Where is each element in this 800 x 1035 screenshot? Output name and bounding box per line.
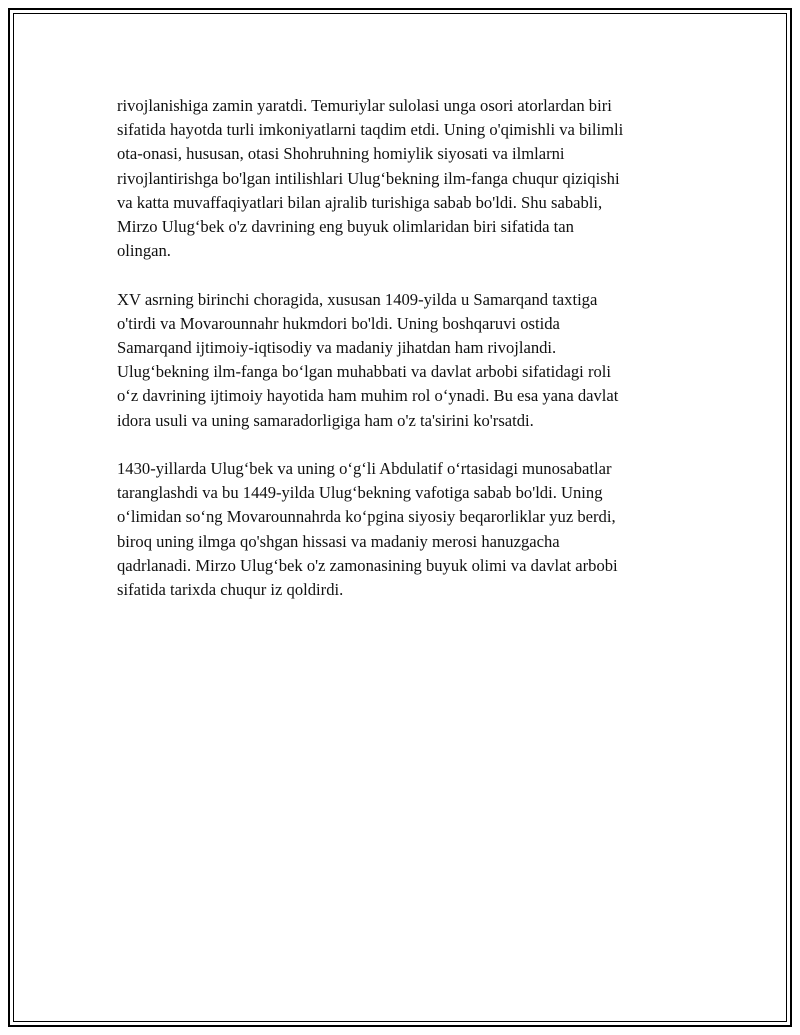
paragraph-line: qadrlanadi. Mirzo Ulug‘bek o'z zamonasining buyuk olimi va davlat arbobi <box>117 555 618 575</box>
paragraph-line: Mirzo Ulug‘bek o'z davrining eng buyuk olimlaridan biri sifatida tan <box>117 217 574 237</box>
paragraph-line: Samarqand ijtimoiy-iqtisodiy va madaniy jihatdan ham rivojlandi. <box>117 338 557 358</box>
paragraph-line: biroq uning ilmga qo'shgan hissasi va madaniy merosi hanuzgacha <box>117 531 560 551</box>
paragraph-line: Ulug‘bekning ilm-fanga bo‘lgan muhabbati va davlat arbobi sifatidagi roli <box>117 362 611 382</box>
paragraph-line: o‘z davrining ijtimoiy hayotida ham muhim rol o‘ynadi. Bu esa yana davlat <box>117 386 619 406</box>
paragraph-3 <box>117 457 687 602</box>
paragraph-line: ota-onasi, hususan, otasi Shohruhning homiylik siyosati va ilmlarni <box>117 144 565 164</box>
paragraph-line: idora usuli va uning samaradorligiga ham o'z ta'sirini ko'rsatdi. <box>117 410 534 430</box>
paragraph-line: taranglashdi va bu 1449-yilda Ulug‘bekning vafotiga sabab bo'ldi. Uning <box>117 483 603 503</box>
paragraph-line: sifatida tarixda chuqur iz qoldirdi. <box>117 580 344 600</box>
paragraph-line: olingan. <box>117 241 171 261</box>
paragraph-1 <box>117 94 687 263</box>
paragraph-line: rivojlantirishga bo'lgan intilishlari Ulug‘bekning ilm-fanga chuqur qiziqishi <box>117 168 620 188</box>
paragraph-line: XV asrning birinchi choragida, xususan 1409-yilda u Samarqand taxtiga <box>117 289 598 309</box>
paragraph-line: o‘limidan so‘ng Movarounnahrda ko‘pgina siyosiy beqarorliklar yuz berdi, <box>117 507 616 527</box>
paragraph-line: 1430-yillarda Ulug‘bek va uning o‘g‘li Abdulatif o‘rtasidagi munosabatlar <box>117 459 612 479</box>
paragraph-2 <box>117 288 687 433</box>
document-body <box>117 94 687 626</box>
paragraph-line: sifatida hayotda turli imkoniyatlarni taqdim etdi. Uning o'qimishli va bilimli <box>117 120 624 140</box>
paragraph-line: o'tirdi va Movarounnahr hukmdori bo'ldi. Uning boshqaruvi ostida <box>117 313 560 333</box>
paragraph-line: rivojlanishiga zamin yaratdi. Temuriylar sulolasi unga osori atorlardan biri <box>117 96 612 115</box>
paragraph-line: va katta muvaffaqiyatlari bilan ajralib turishiga sabab bo'ldi. Shu sababli, <box>117 192 603 212</box>
